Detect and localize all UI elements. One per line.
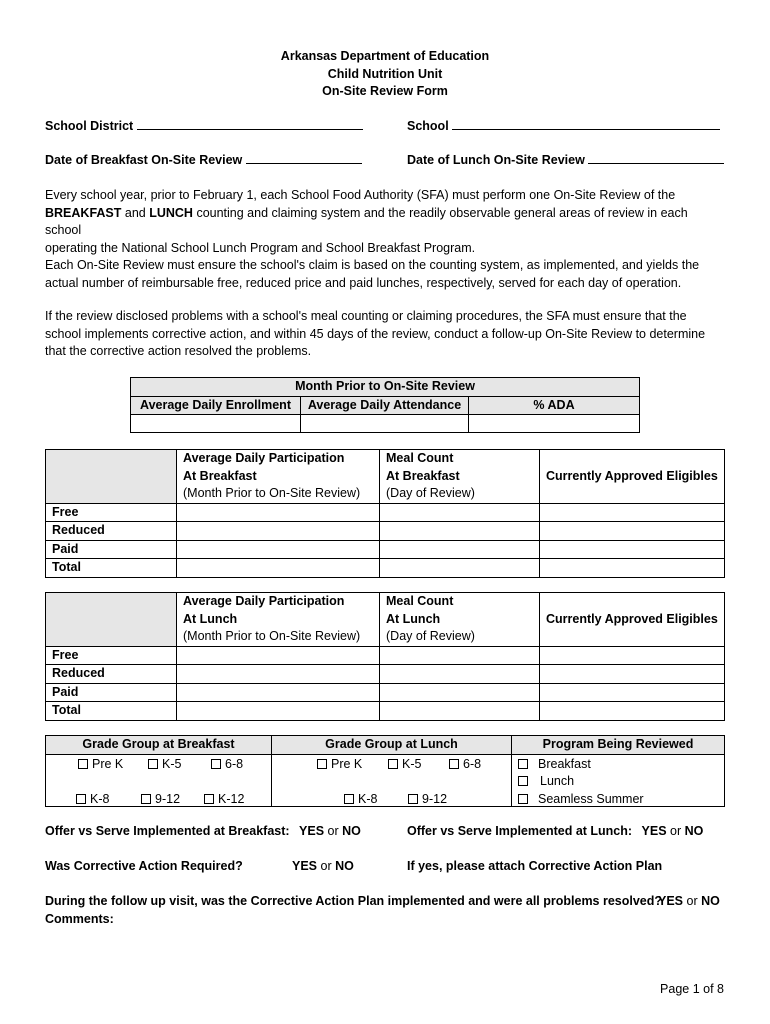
- lunch-adp-l3: (Month Prior to On-Site Review): [183, 629, 361, 643]
- grade-lunch-header: Grade Group at Lunch: [272, 736, 512, 755]
- opt-label: Pre K: [331, 756, 363, 771]
- enrollment-cell[interactable]: [131, 415, 301, 433]
- yes-option[interactable]: YES: [641, 824, 667, 838]
- breakfast-cell[interactable]: [380, 503, 540, 522]
- lunch-emphasis: LUNCH: [149, 205, 193, 220]
- p2-line2: actual number of reimbursable free, reduced price and paid lunches, respectively, served for each day of operation.: [45, 275, 682, 290]
- lunch-cell[interactable]: [380, 683, 540, 702]
- breakfast-row-reduced: Reduced: [46, 522, 177, 541]
- breakfast-date-field[interactable]: [45, 152, 362, 167]
- lunch-cell[interactable]: [540, 683, 725, 702]
- opt-label: Pre K: [92, 756, 124, 771]
- opt-label: 9-12: [422, 791, 448, 806]
- p1-line3: operating the National School Lunch Program and School Breakfast Program.: [45, 240, 476, 255]
- lunch-cell[interactable]: [177, 665, 380, 684]
- checkbox-icon[interactable]: [518, 794, 528, 804]
- breakfast-cell[interactable]: [540, 503, 725, 522]
- lunch-row-paid: Paid: [46, 683, 177, 702]
- checkbox-icon[interactable]: [204, 794, 214, 804]
- opt-b-prek[interactable]: [78, 756, 123, 774]
- p3-line1: If the review disclosed problems with a school's meal counting or claiming procedures, the SFA must ensure that the: [45, 309, 687, 323]
- opt-b-912[interactable]: [141, 791, 180, 809]
- claim-paragraph: [45, 257, 725, 292]
- breakfast-count-header: [380, 450, 540, 504]
- school-district-label: School District: [45, 119, 134, 133]
- breakfast-date-line[interactable]: [246, 152, 362, 164]
- breakfast-eligibles-header: Currently Approved Eligibles: [540, 450, 725, 504]
- lunch-eligibles-header: Currently Approved Eligibles: [540, 593, 725, 647]
- ada-cell[interactable]: [469, 415, 640, 433]
- col-ada: % ADA: [469, 396, 640, 415]
- checkbox-icon[interactable]: [76, 794, 86, 804]
- lunch-cell[interactable]: [540, 702, 725, 721]
- breakfast-cell[interactable]: [540, 540, 725, 559]
- offer-breakfast-question: [45, 824, 361, 838]
- school-line[interactable]: [452, 118, 720, 130]
- breakfast-cell[interactable]: [540, 559, 725, 578]
- p2-line1: Each On-Site Review must ensure the school's claim is based on the counting system, as implemented, and yields the: [45, 258, 700, 272]
- p3-line3: that the corrective action resolved the problems.: [45, 344, 312, 358]
- lunch-date-label: Date of Lunch On-Site Review: [407, 153, 585, 167]
- opt-l-912[interactable]: [408, 791, 447, 809]
- lunch-cell[interactable]: [177, 646, 380, 665]
- breakfast-count-l2: At Breakfast: [386, 468, 460, 483]
- breakfast-cell[interactable]: [177, 503, 380, 522]
- opt-l-k5[interactable]: [388, 756, 421, 774]
- school-label: School: [407, 119, 449, 133]
- opt-p-summer[interactable]: [518, 791, 644, 809]
- checkbox-icon[interactable]: [344, 794, 354, 804]
- no-option[interactable]: NO: [342, 824, 361, 838]
- opt-label: Lunch: [540, 773, 575, 788]
- opt-p-breakfast[interactable]: [518, 756, 591, 774]
- grade-breakfast-options: [46, 754, 272, 806]
- lunch-row-total: Total: [46, 702, 177, 721]
- followup-label: During the follow up visit, was the Corrective Action Plan implemented and were all problems resolved?: [45, 894, 663, 908]
- followup-answer: [658, 894, 720, 908]
- lunch-row-reduced: Reduced: [46, 665, 177, 684]
- opt-b-k8[interactable]: [76, 791, 109, 809]
- p1-rest: counting and claiming system and the readily observable general areas of review in each school: [45, 205, 688, 237]
- page-number: Page 1 of 8: [660, 982, 724, 996]
- col-enrollment: Average Daily Enrollment: [131, 396, 301, 415]
- attach-instruction: If yes, please attach Corrective Action Plan: [407, 859, 663, 873]
- checkbox-icon[interactable]: [518, 759, 528, 769]
- form-header: [0, 48, 770, 101]
- comments-label: Comments:: [45, 912, 114, 926]
- opt-label: 6-8: [463, 756, 482, 771]
- lunch-count-l2: At Lunch: [386, 611, 441, 626]
- breakfast-count-l1: Meal Count: [386, 451, 454, 465]
- breakfast-cell[interactable]: [380, 522, 540, 541]
- p1-line1: Every school year, prior to February 1, each School Food Authority (SFA) must perform one On-Site Review of the: [45, 188, 676, 202]
- lunch-cell[interactable]: [177, 702, 380, 721]
- problems-paragraph: [45, 308, 725, 361]
- yes-option[interactable]: YES: [658, 894, 684, 908]
- followup-question: [45, 894, 662, 908]
- program-header: Program Being Reviewed: [512, 736, 725, 755]
- breakfast-corner-cell: [46, 450, 177, 504]
- checkbox-icon[interactable]: [388, 759, 398, 769]
- lunch-cell[interactable]: [380, 702, 540, 721]
- breakfast-row-free: Free: [46, 503, 177, 522]
- yes-option[interactable]: YES: [292, 859, 318, 873]
- breakfast-table: [45, 449, 725, 578]
- opt-l-k8[interactable]: [344, 791, 377, 809]
- lunch-date-line[interactable]: [588, 152, 724, 164]
- header-form-title: On-Site Review Form: [322, 84, 448, 98]
- opt-l-prek[interactable]: [317, 756, 362, 774]
- p3-line2: school implements corrective action, and within 45 days of the review, conduct a follow-up On-Site Review to determine: [45, 326, 706, 341]
- opt-p-lunch[interactable]: [518, 773, 574, 791]
- opt-label: K-8: [358, 791, 378, 806]
- breakfast-cell[interactable]: [380, 540, 540, 559]
- or-text: or: [327, 824, 339, 838]
- checkbox-icon[interactable]: [78, 759, 88, 769]
- grade-group-table: [45, 735, 725, 807]
- lunch-adp-header: [177, 593, 380, 647]
- breakfast-adp-l2: At Breakfast: [183, 468, 257, 483]
- corrective-answer: [292, 859, 354, 873]
- p1-line2: [45, 205, 725, 240]
- col-attendance: Average Daily Attendance: [301, 396, 469, 415]
- no-option[interactable]: NO: [684, 824, 704, 838]
- breakfast-count-l3: (Day of Review): [386, 486, 475, 500]
- school-field[interactable]: [407, 118, 720, 133]
- no-option[interactable]: NO: [335, 859, 354, 873]
- opt-label: 9-12: [155, 791, 181, 806]
- lunch-cell[interactable]: [380, 665, 540, 684]
- opt-label: 6-8: [225, 756, 244, 771]
- lunch-adp-l1: Average Daily Participation: [183, 594, 345, 608]
- corrective-label: Was Corrective Action Required?: [45, 859, 243, 873]
- lunch-cell[interactable]: [380, 646, 540, 665]
- opt-label: Breakfast: [538, 756, 591, 771]
- breakfast-emphasis: BREAKFAST: [45, 205, 122, 220]
- breakfast-adp-l1: Average Daily Participation: [183, 451, 345, 465]
- yes-option[interactable]: YES: [299, 824, 325, 838]
- checkbox-icon[interactable]: [408, 794, 418, 804]
- or-text: or: [320, 859, 332, 873]
- lunch-count-header: [380, 593, 540, 647]
- breakfast-row-paid: Paid: [46, 540, 177, 559]
- lunch-row-free: Free: [46, 646, 177, 665]
- header-unit: Child Nutrition Unit: [327, 66, 443, 81]
- opt-l-68[interactable]: [449, 756, 481, 774]
- month-prior-title: Month Prior to On-Site Review: [131, 378, 640, 397]
- intro-paragraph: [45, 187, 725, 257]
- offer-breakfast-label: Offer vs Serve Implemented at Breakfast:: [45, 824, 290, 838]
- lunch-table: [45, 592, 725, 721]
- breakfast-adp-l3: (Month Prior to On-Site Review): [183, 486, 361, 500]
- checkbox-icon[interactable]: [148, 759, 158, 769]
- opt-b-k5[interactable]: [148, 756, 181, 774]
- lunch-date-field[interactable]: [407, 152, 724, 167]
- opt-b-k12[interactable]: [204, 791, 244, 809]
- or-text: or: [686, 894, 698, 908]
- checkbox-icon[interactable]: [211, 759, 221, 769]
- program-options: [512, 754, 725, 806]
- checkbox-icon[interactable]: [317, 759, 327, 769]
- opt-label: K-8: [90, 791, 110, 806]
- grade-lunch-options: [272, 754, 512, 806]
- breakfast-date-label: Date of Breakfast On-Site Review: [45, 153, 243, 167]
- lunch-cell[interactable]: [540, 646, 725, 665]
- breakfast-cell[interactable]: [540, 522, 725, 541]
- opt-b-68[interactable]: [211, 756, 243, 774]
- attendance-cell[interactable]: [301, 415, 469, 433]
- checkbox-icon[interactable]: [141, 794, 151, 804]
- lunch-corner-cell: [46, 593, 177, 647]
- breakfast-cell[interactable]: [380, 559, 540, 578]
- opt-label: K-12: [218, 791, 245, 806]
- offer-lunch-question: [407, 824, 703, 838]
- month-prior-table: [130, 377, 640, 433]
- lunch-cell[interactable]: [540, 665, 725, 684]
- opt-label: K-5: [162, 756, 182, 771]
- lunch-cell[interactable]: [177, 683, 380, 702]
- school-district-line[interactable]: [137, 118, 363, 130]
- no-option[interactable]: NO: [701, 894, 720, 908]
- checkbox-icon[interactable]: [518, 776, 528, 786]
- p1-and: and: [121, 205, 150, 220]
- lunch-adp-l2: At Lunch: [183, 611, 238, 626]
- breakfast-cell[interactable]: [177, 540, 380, 559]
- opt-label: Seamless Summer: [538, 791, 644, 806]
- corrective-question: [45, 859, 243, 873]
- header-agency: Arkansas Department of Education: [280, 49, 490, 63]
- school-district-field[interactable]: [45, 118, 363, 133]
- lunch-count-l1: Meal Count: [386, 594, 454, 608]
- breakfast-adp-header: [177, 450, 380, 504]
- opt-label: K-5: [402, 756, 422, 771]
- breakfast-row-total: Total: [46, 559, 177, 578]
- breakfast-cell[interactable]: [177, 522, 380, 541]
- grade-breakfast-header: Grade Group at Breakfast: [46, 736, 272, 755]
- checkbox-icon[interactable]: [449, 759, 459, 769]
- breakfast-cell[interactable]: [177, 559, 380, 578]
- offer-lunch-label: Offer vs Serve Implemented at Lunch:: [407, 824, 633, 838]
- lunch-count-l3: (Day of Review): [386, 629, 475, 643]
- or-text: or: [670, 824, 682, 838]
